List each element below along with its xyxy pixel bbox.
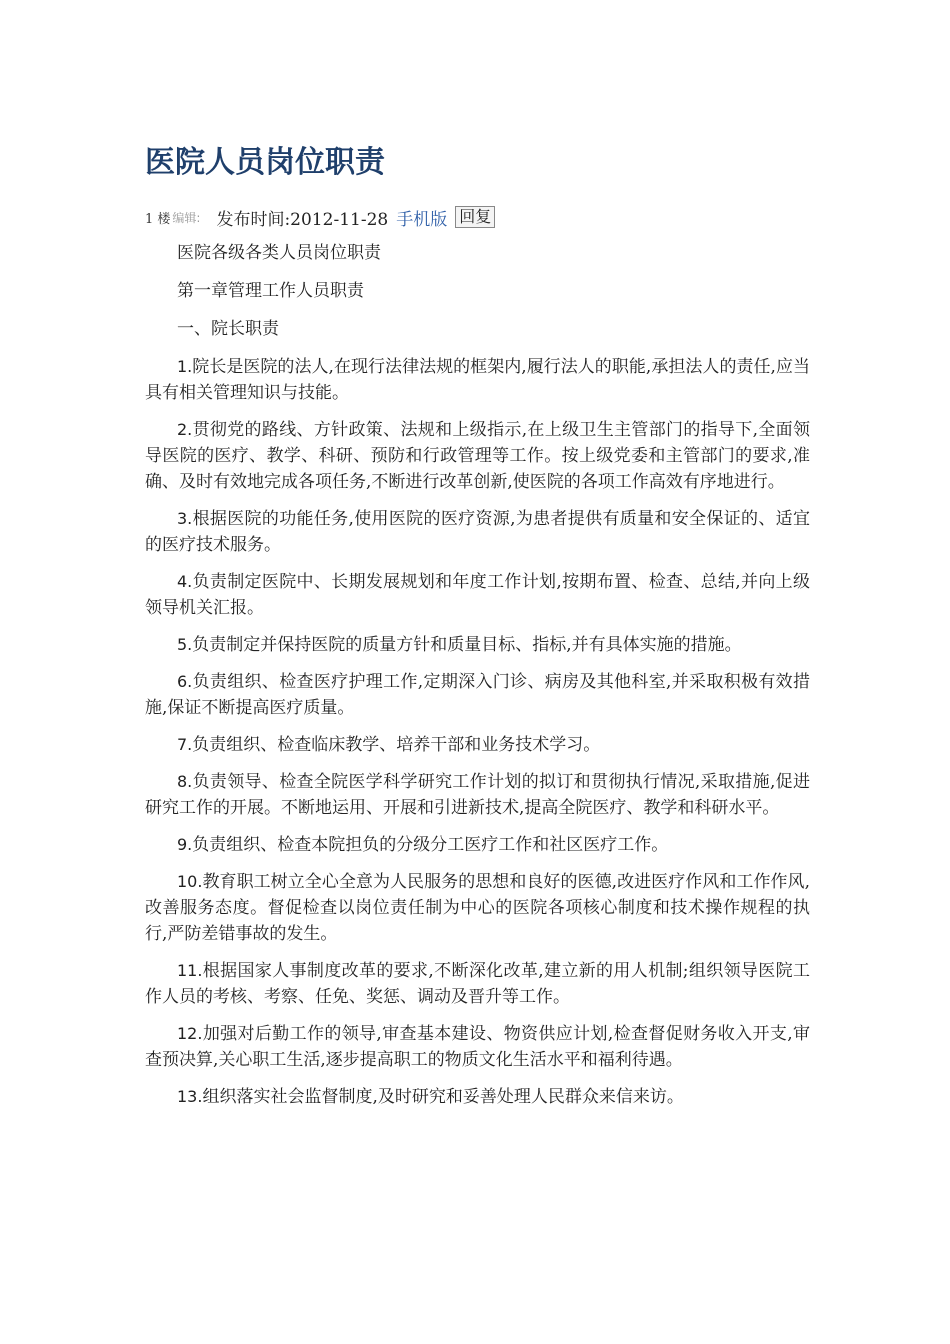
paragraph (145, 240, 810, 266)
paragraph-number: 3. (177, 509, 193, 528)
paragraph (145, 732, 810, 758)
paragraph (145, 417, 810, 495)
floor-number: 1 楼 (145, 211, 171, 227)
post-meta (145, 204, 495, 230)
paragraph (145, 1084, 810, 1110)
paragraph-text: 教育职工树立全心全意为人民服务的思想和良好的医德,改进医疗作风和工作作风,改善服务态度。督促检查以岗位责任制为中心的医院各项核心制度和技术操作规程的执行,严防差错事故的发生。 (145, 872, 810, 944)
paragraph-text: 加强对后勤工作的领导,审查基本建设、物资供应计划,检查督促财务收入开支,审查预决算,关心职工生活,逐步提高职工的物质文化生活水平和福利待遇。 (145, 1024, 810, 1070)
article-body (145, 240, 810, 1121)
paragraph (145, 669, 810, 721)
paragraph-number: 9. (177, 835, 193, 854)
paragraph-text: 第一章管理工作人员职责 (177, 281, 364, 301)
paragraph-text: 负责制定并保持医院的质量方针和质量目标、指标,并有具体实施的措施。 (192, 635, 742, 655)
paragraph-text: 负责组织、检查本院担负的分级分工医疗工作和社区医疗工作。 (192, 835, 669, 855)
paragraph (145, 278, 810, 304)
paragraph (145, 832, 810, 858)
paragraph (145, 958, 810, 1010)
paragraph-text: 贯彻党的路线、方针政策、法规和上级指示,在上级卫生主管部门的指导下,全面领导医院的医疗、教学、科研、预防和行政管理等工作。按上级党委和主管部门的要求,准确、及时有效地完成各项任务,不断进行改革创新,使医院的各项工作高效有序地进行。 (145, 420, 810, 492)
paragraph-text: 负责组织、检查临床教学、培养干部和业务技术学习。 (192, 735, 601, 755)
paragraph-number: 13. (177, 1087, 203, 1106)
paragraph-text: 负责领导、检查全院医学科学研究工作计划的拟订和贯彻执行情况,采取措施,促进研究工作的开展。不断地运用、开展和引进新技术,提高全院医疗、教学和科研水平。 (145, 772, 810, 818)
paragraph-text: 一、院长职责 (177, 319, 279, 339)
publish-time: 发布时间:2012-11-28 (216, 209, 389, 230)
paragraph-text: 根据国家人事制度改革的要求,不断深化改革,建立新的用人机制;组织领导医院工作人员的考核、考察、任免、奖惩、调动及晋升等工作。 (145, 961, 810, 1007)
mobile-version-link[interactable]: 手机版 (396, 209, 448, 230)
paragraph (145, 354, 810, 406)
paragraph-number: 7. (177, 735, 193, 754)
paragraph-number: 12. (177, 1024, 203, 1043)
paragraph (145, 506, 810, 558)
paragraph-text: 负责制定医院中、长期发展规划和年度工作计划,按期布置、检查、总结,并向上级领导机关汇报。 (145, 572, 810, 618)
paragraph-text: 根据医院的功能任务,使用医院的医疗资源,为患者提供有质量和安全保证的、适宜的医疗技术服务。 (145, 509, 810, 555)
paragraph-text: 负责组织、检查医疗护理工作,定期深入门诊、病房及其他科室,并采取积极有效措施,保证不断提高医疗质量。 (145, 672, 810, 718)
paragraph (145, 632, 810, 658)
paragraph-number: 5. (177, 635, 193, 654)
paragraph-number: 6. (177, 672, 193, 691)
paragraph-number: 1. (177, 357, 193, 376)
paragraph-text: 医院各级各类人员岗位职责 (177, 243, 381, 263)
editor-label: 编辑: (172, 210, 201, 225)
paragraph-text: 组织落实社会监督制度,及时研究和妥善处理人民群众来信来访。 (202, 1087, 684, 1107)
paragraph-number: 11. (177, 961, 203, 980)
page-title: 医院人员岗位职责 (145, 145, 385, 180)
paragraph-number: 4. (177, 572, 193, 591)
paragraph-number: 10. (177, 872, 203, 891)
paragraph (145, 316, 810, 342)
reply-button[interactable]: 回复 (455, 206, 495, 228)
paragraph (145, 769, 810, 821)
paragraph (145, 569, 810, 621)
paragraph-number: 8. (177, 772, 193, 791)
paragraph-number: 2. (177, 420, 193, 439)
paragraph (145, 1021, 810, 1073)
paragraph-text: 院长是医院的法人,在现行法律法规的框架内,履行法人的职能,承担法人的责任,应当具有相关管理知识与技能。 (145, 357, 810, 403)
paragraph (145, 869, 810, 947)
